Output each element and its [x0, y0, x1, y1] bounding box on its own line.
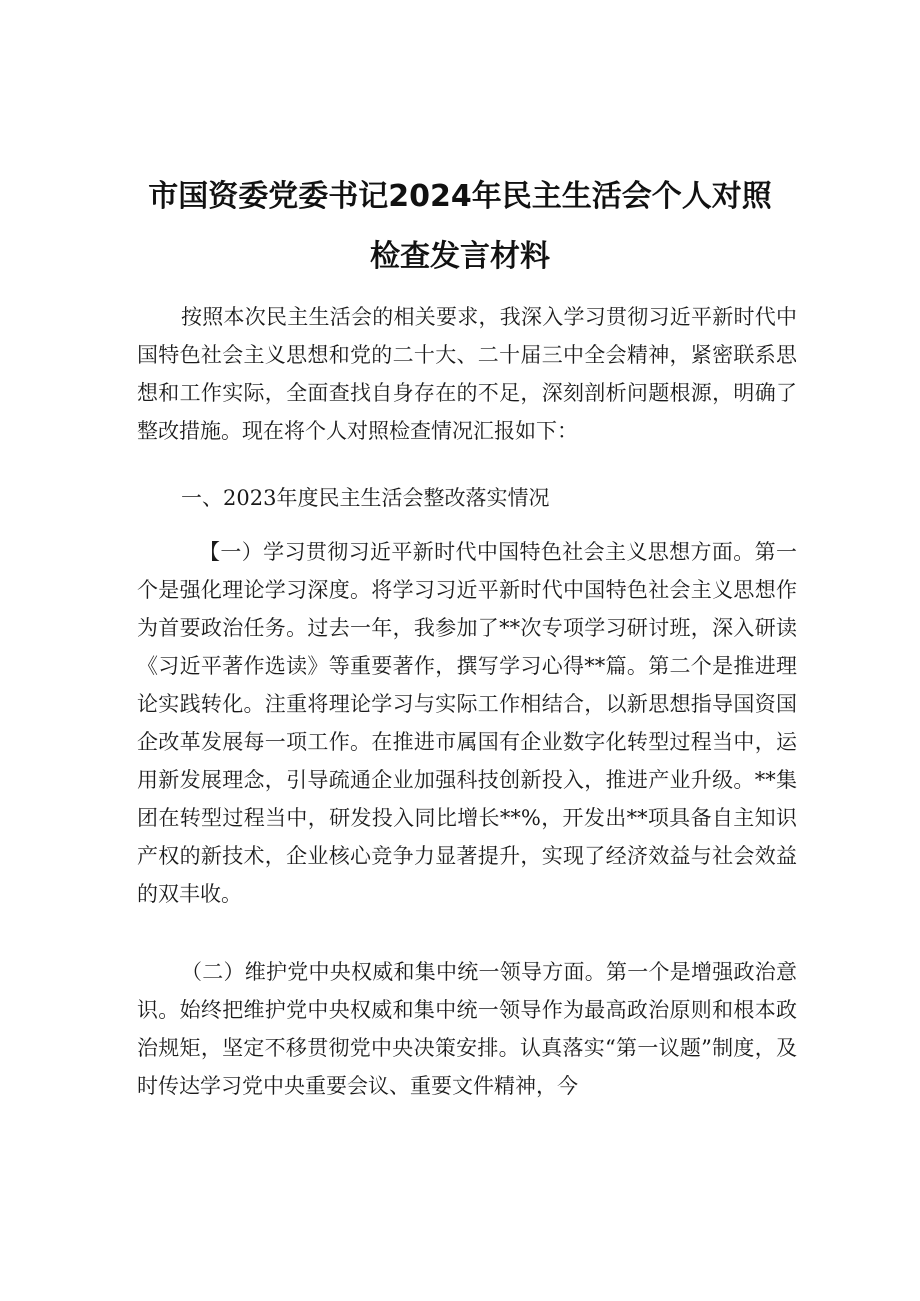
intro-paragraph: 按照本次民主生活会的相关要求，我深入学习贯彻习近平新时代中国特色社会主义思想和党的二十大、二十届三中全会精神，紧密联系思想和工作实际，全面查找自身存在的不足，深刻剖析问题根源，明确了整改措施。现在将个人对照检查情况汇报如下： [137, 305, 797, 443]
section-2-paragraph: （二）维护党中央权威和集中统一领导方面。第一个是增强政治意识。始终把维护党中央权威和集中统一领导作为最高政治原则和根本政治规矩，坚定不移贯彻党中央决策安排。认真落实“第一议题”制度，及时传达学习党中央重要会议、重要文件精神，今 [137, 960, 797, 1098]
document-title-line1: 市国资委党委书记2024年民主生活会个人对照 [148, 179, 772, 214]
document-title-line2: 检查发言材料 [370, 239, 550, 274]
section-heading-1: 一、2023年度民主生活会整改落实情况 [181, 486, 550, 510]
section-1-paragraph: 【一）学习贯彻习近平新时代中国特色社会主义思想方面。第一个是强化理论学习深度。将学习习近平新时代中国特色社会主义思想作为首要政治任务。过去一年，我参加了**次专项学习研讨班，深入研读《习近平著作选读》等重要著作，撰写学习心得**篇。第二个是推进理论实践转化。注重将理论学习与实际工作相结合，以新思想指导国资国企改革发展每一项工作。在推进市属国有企业数字化转型过程当中，运用新发展理念，引导疏通企业加强科技创新投入，推进产业升级。**集团在转型过程当中，研发投入同比增长**%，开发出**项具备自主知识产权的新技术，企业核心竞争力显著提升，实现了经济效益与社会效益的双丰收。 [137, 540, 797, 906]
